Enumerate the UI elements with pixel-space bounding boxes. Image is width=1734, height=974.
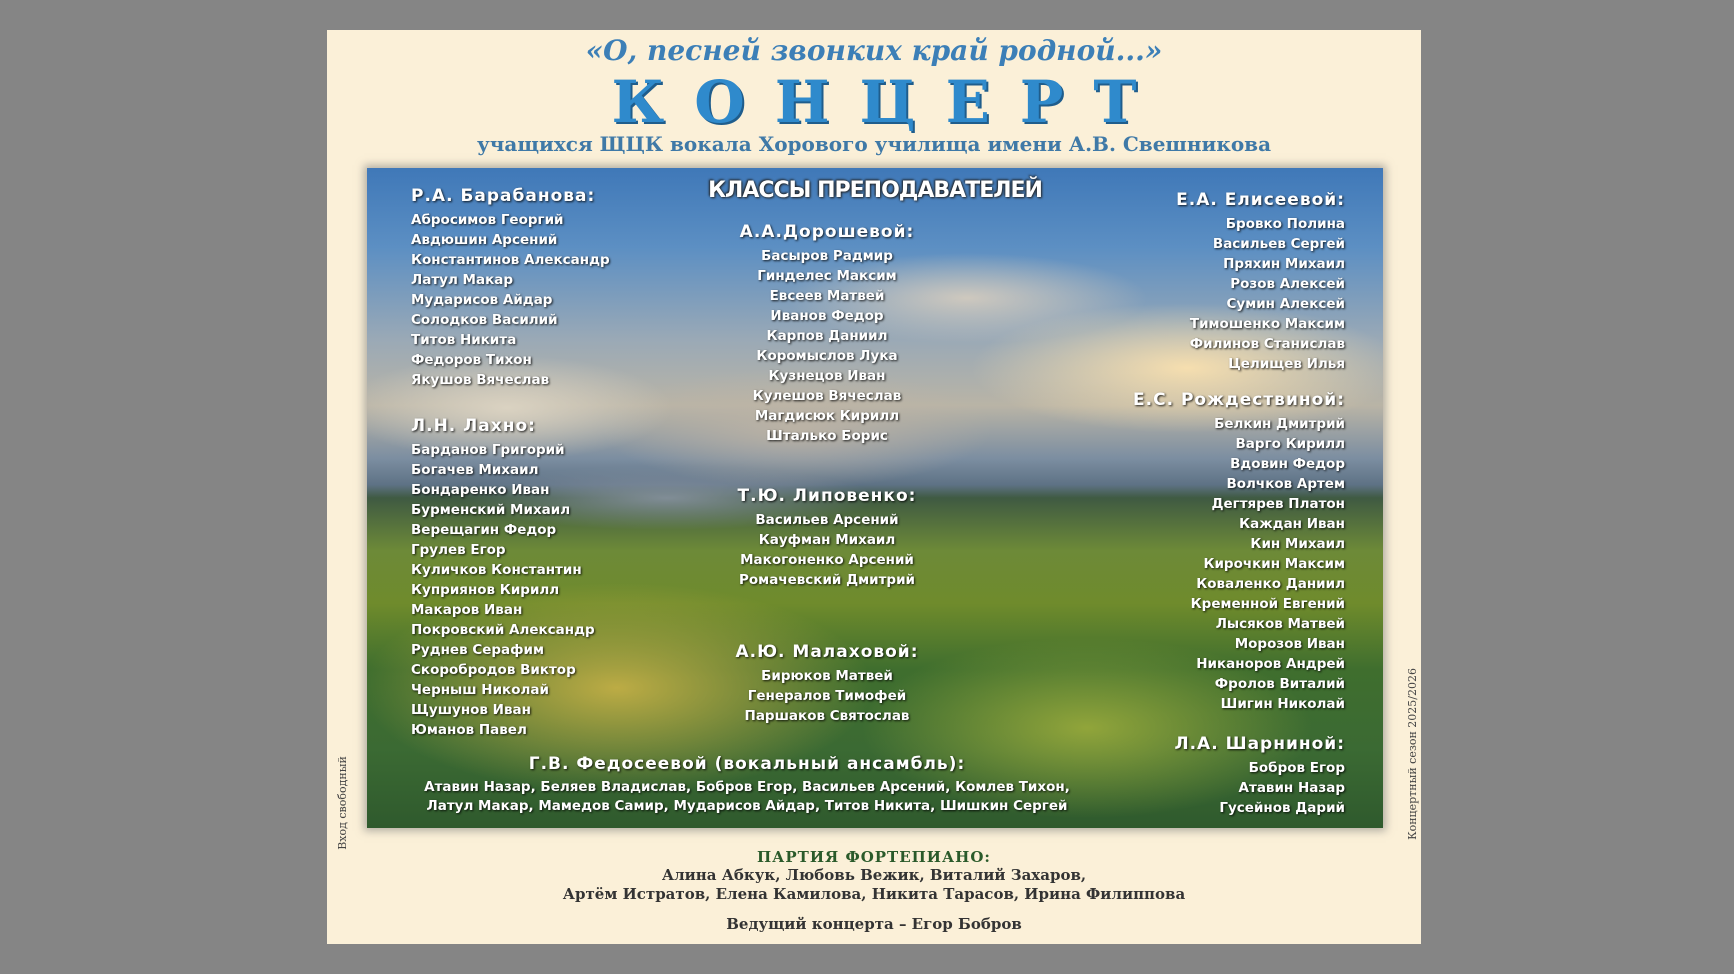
- student-name: Евсеев Матвей: [769, 288, 885, 304]
- student-name: Гусейнов Дарий: [1219, 800, 1345, 816]
- teacher-name: Л.А. Шарниной:: [1174, 734, 1345, 754]
- student-name: Лысяков Матвей: [1215, 616, 1345, 632]
- student-list: [411, 440, 595, 740]
- concert-host: Ведущий концерта – Егор Бобров: [726, 915, 1022, 933]
- student-name: Атавин Назар: [1238, 780, 1345, 796]
- student-name: Скоробродов Виктор: [411, 662, 576, 678]
- student-name: Латул Макар: [411, 272, 514, 288]
- student-name: Дегтярев Платон: [1211, 496, 1345, 512]
- student-name: Кременной Евгений: [1190, 596, 1345, 612]
- season-note: Концертный сезон 2025/2026: [1406, 668, 1419, 840]
- student-name: Покровский Александр: [411, 622, 595, 638]
- student-list: [397, 778, 1097, 816]
- free-entry-note: Вход свободный: [336, 756, 349, 850]
- student-list: [1176, 214, 1345, 374]
- student-list: [411, 210, 610, 390]
- student-name: Мударисов Айдар: [411, 292, 553, 308]
- student-name: Басыров Радмир: [761, 248, 893, 264]
- class-group-rozhdestvina: [1133, 390, 1345, 714]
- student-name: Фролов Виталий: [1214, 676, 1345, 692]
- student-name: Пряхин Михаил: [1223, 256, 1345, 272]
- class-group-eliseeva: [1176, 190, 1345, 374]
- student-name: Якушов Вячеслав: [411, 372, 550, 388]
- student-name: Гинделес Максим: [757, 268, 897, 284]
- student-name: Филинов Станислав: [1189, 336, 1345, 352]
- class-group-lipovenko: [697, 486, 957, 590]
- class-group-dorosheva: [717, 222, 937, 446]
- student-name: Варго Кирилл: [1235, 436, 1345, 452]
- student-name: Бобров Егор: [1248, 760, 1345, 776]
- poster-subtitle: учащихся ЩЦК вокала Хорового училища имени А.В. Свешникова: [476, 132, 1272, 156]
- student-name: Титов Никита: [411, 332, 517, 348]
- student-name: Васильев Арсений: [755, 512, 899, 528]
- student-name: Иванов Федор: [770, 308, 884, 324]
- class-group-sharnina: [1174, 734, 1345, 818]
- teacher-name: Р.А. Барабанова:: [411, 186, 596, 206]
- student-name: Руднев Серафим: [411, 642, 545, 658]
- student-name: Коромыслов Лука: [756, 348, 898, 364]
- student-name: Кузнецов Иван: [768, 368, 886, 384]
- class-group-fedoseeva: [397, 754, 1097, 816]
- teacher-name: Е.С. Рождествиной:: [1133, 390, 1345, 410]
- teacher-name: А.А.Дорошевой:: [739, 222, 915, 242]
- student-name: Магдисюк Кирилл: [754, 408, 900, 424]
- poster-tagline: «О, песней звонких край родной...»: [585, 34, 1163, 67]
- student-name: Бондаренко Иван: [411, 482, 550, 498]
- student-list: [697, 666, 957, 726]
- student-name: Макаров Иван: [411, 602, 523, 618]
- student-name: Абросимов Георгий: [411, 212, 564, 228]
- student-name: Никаноров Андрей: [1196, 656, 1345, 672]
- student-name: Коваленко Даниил: [1196, 576, 1345, 592]
- student-name: Федоров Тихон: [411, 352, 532, 368]
- student-name: Кирочкин Максим: [1203, 556, 1345, 572]
- piano-performers-line-2: Артём Истратов, Елена Камилова, Никита Тарасов, Ирина Филиппова: [562, 885, 1186, 903]
- student-list: [1174, 758, 1345, 818]
- poster-title: КОНЦЕРТ: [611, 68, 1167, 136]
- student-name: Шталько Борис: [766, 428, 888, 444]
- piano-performers-line-1: Алина Абкук, Любовь Вежик, Виталий Захаров,: [661, 866, 1087, 884]
- class-group-barabanova: [411, 186, 610, 390]
- student-name: Кауфман Михаил: [758, 532, 896, 548]
- student-name: Авдюшин Арсений: [411, 232, 558, 248]
- teacher-name: А.Ю. Малаховой:: [735, 642, 919, 662]
- student-name: Волчков Артем: [1226, 476, 1345, 492]
- landscape-photo: [367, 168, 1383, 828]
- student-name: Куличков Константин: [411, 562, 582, 578]
- student-name: Солодков Василий: [411, 312, 558, 328]
- student-name: Бровко Полина: [1225, 216, 1345, 232]
- student-name: Розов Алексей: [1230, 276, 1345, 292]
- student-name: Латул Макар, Мамедов Самир, Мударисов Айдар, Титов Никита, Шишкин Сергей: [426, 798, 1068, 814]
- student-name: Верещагин Федор: [411, 522, 557, 538]
- student-name: Грулев Егор: [411, 542, 506, 558]
- teacher-name: Т.Ю. Липовенко:: [737, 486, 917, 506]
- student-name: Паршаков Святослав: [744, 708, 910, 724]
- piano-heading: ПАРТИЯ ФОРТЕПИАНО:: [757, 848, 991, 866]
- student-name: Атавин Назар, Беляев Владислав, Бобров Егор, Васильев Арсений, Комлев Тихон,: [424, 779, 1070, 795]
- teacher-name: Л.Н. Лахно:: [411, 416, 536, 436]
- student-name: Карпов Даниил: [766, 328, 888, 344]
- student-name: Вдовин Федор: [1230, 456, 1345, 472]
- student-name: Белкин Дмитрий: [1214, 416, 1345, 432]
- student-name: Барданов Григорий: [411, 442, 565, 458]
- teacher-name: Г.В. Федосеевой (вокальный ансамбль):: [528, 754, 966, 774]
- student-name: Генералов Тимофей: [747, 688, 907, 704]
- student-name: Ромачевский Дмитрий: [739, 572, 915, 588]
- piano-section: [327, 848, 1421, 904]
- student-name: Васильев Сергей: [1212, 236, 1345, 252]
- student-name: Куприянов Кирилл: [411, 582, 560, 598]
- class-group-lakhno: [411, 416, 595, 740]
- student-name: Тимошенко Максим: [1189, 316, 1345, 332]
- student-name: Каждан Иван: [1239, 516, 1345, 532]
- class-group-malakhova: [697, 642, 957, 726]
- concert-poster: [327, 30, 1421, 944]
- student-name: Константинов Александр: [411, 252, 610, 268]
- student-name: Бурменский Михаил: [411, 502, 571, 518]
- student-name: Сумин Алексей: [1226, 296, 1345, 312]
- student-list: [1133, 414, 1345, 714]
- teachers-heading: КЛАССЫ ПРЕПОДАВАТЕЛЕЙ: [708, 178, 1042, 203]
- student-name: Черныш Николай: [411, 682, 549, 698]
- teacher-name: Е.А. Елисеевой:: [1176, 190, 1345, 210]
- student-name: Целищев Илья: [1228, 356, 1345, 372]
- student-name: Щушунов Иван: [411, 702, 531, 718]
- student-name: Кин Михаил: [1250, 536, 1345, 552]
- student-name: Морозов Иван: [1234, 636, 1345, 652]
- student-list: [697, 510, 957, 590]
- student-name: Богачев Михаил: [411, 462, 539, 478]
- student-name: Юманов Павел: [411, 722, 527, 738]
- student-name: Макогоненко Арсений: [740, 552, 914, 568]
- student-list: [717, 246, 937, 446]
- student-name: Шигин Николай: [1220, 696, 1345, 712]
- student-name: Кулешов Вячеслав: [752, 388, 902, 404]
- student-name: Бирюков Матвей: [761, 668, 893, 684]
